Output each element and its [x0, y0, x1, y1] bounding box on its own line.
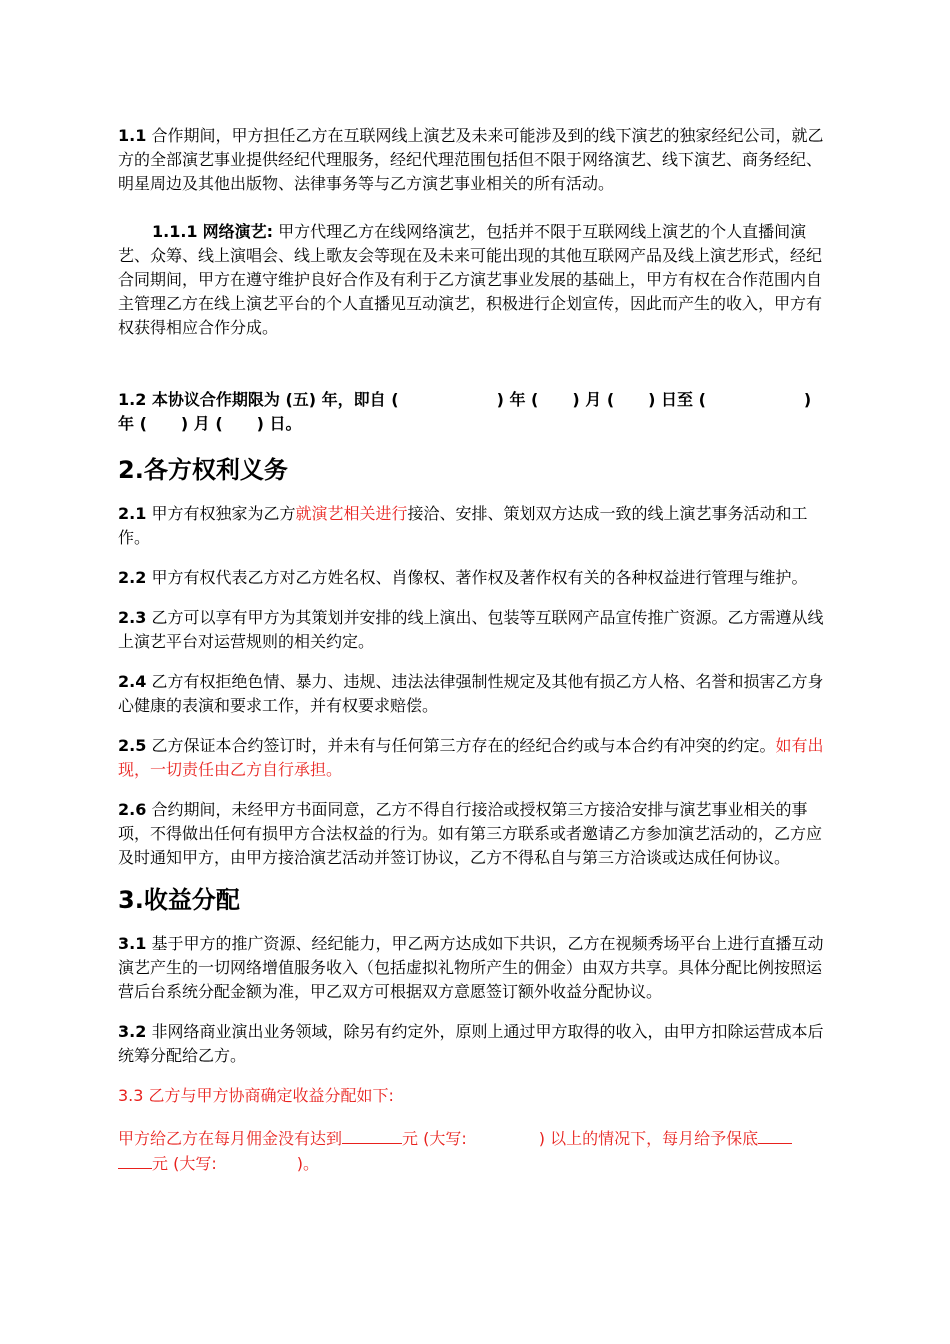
clause-number: 2.1 — [118, 504, 147, 523]
clause-text: 甲方有权代表乙方对乙方姓名权、肖像权、著作权及著作权有关的各种权益进行管理与维护。 — [151, 568, 808, 587]
clause-text: 合约期间，未经甲方书面同意，乙方不得自行接洽或授权第三方接洽安排与演艺事业相关的事项，不得做出任何有损甲方合法权益的行为。如有第三方联系或者邀请乙方参加演艺活动的，乙方应及时通知甲方，由甲方接洽演艺活动并签订协议，乙方不得私自与第三方洽谈或达成任何协议。 — [118, 800, 823, 867]
clause-text: 合作期间，甲方担任乙方在互联网线上演艺及未来可能涉及到的线下演艺的独家经纪公司，就乙方的全部演艺事业提供经纪代理服务，经纪代理范围包括但不限于网络演艺、线下演艺、商务经纪、明星周边及其他出版物、法律事务等与乙方演艺事业相关的所有活动。 — [118, 126, 824, 193]
term-text: ) 日至 ( — [648, 390, 706, 409]
clause-2-4 — [118, 670, 836, 718]
clause-title: 网络演艺: — [202, 222, 274, 241]
clause-2-5 — [118, 734, 836, 782]
clause-3-2 — [118, 1020, 836, 1068]
clause-number: 2.2 — [118, 568, 147, 587]
clause-number: 2.3 — [118, 608, 147, 627]
clause-2-3 — [118, 606, 836, 654]
clause-number: 2.4 — [118, 672, 147, 691]
term-text: ) 月 ( — [572, 390, 615, 409]
clause-text: 甲方有权独家为乙方 — [151, 504, 296, 523]
clause-text: 基于甲方的推广资源、经纪能力，甲乙两方达成如下共识，乙方在视频秀场平台上进行直播互动演艺产生的一切网络增值服务收入（包括虚拟礼物所产生的佣金）由双方共享。具体分配比例按照运营后台系统分配金额为准，甲乙双方可根据双方意愿签订额外收益分配协议。 — [118, 934, 824, 1001]
clause-number: 3.2 — [118, 1022, 147, 1041]
clause-2-6 — [118, 798, 836, 870]
clause-2-2 — [118, 566, 836, 590]
term-text: ) 年 ( — [496, 390, 539, 409]
clause-text: 乙方可以享有甲方为其策划并安排的线上演出、包装等互联网产品宣传推广资源。乙方需遵从线上演艺平台对运营规则的相关约定。 — [118, 608, 824, 651]
detail-text: 甲方给乙方在每月佣金没有达到 — [118, 1129, 343, 1148]
clause-number: 1.1 — [118, 126, 147, 145]
detail-text: )。 — [296, 1154, 319, 1173]
amount-blank — [118, 1151, 152, 1169]
detail-text: 元 (大写: — [152, 1154, 217, 1173]
clause-number: 2.5 — [118, 736, 147, 755]
term-text: 年 ( — [118, 414, 147, 433]
clause-text: 接洽、安排、策划双方达成一致的线上演艺事务活动和工作。 — [118, 504, 808, 547]
clause-3-1 — [118, 932, 836, 1004]
clause-1-1 — [118, 124, 836, 196]
clause-text-highlight: 就演艺相关进行 — [295, 504, 408, 523]
clause-1-1-1 — [118, 220, 836, 340]
term-text: ) — [803, 390, 812, 409]
clause-1-2 — [118, 388, 836, 436]
clause-text: 非网络商业演出业务领域，除另有约定外，原则上通过甲方取得的收入，由甲方扣除运营成本后统筹分配给乙方。 — [118, 1022, 824, 1065]
clause-text: 乙方保证本合约签订时，并未有与任何第三方存在的经纪合约或与本合约有冲突的约定。 — [151, 736, 776, 755]
clause-text: 乙方有权拒绝色情、暴力、违规、违法法律强制性规定及其他有损乙方人格、名誉和损害乙方身心健康的表演和要求工作，并有权要求赔偿。 — [118, 672, 824, 715]
clause-text: 甲方代理乙方在线网络演艺，包括并不限于互联网线上演艺的个人直播间演艺、众筹、线上演唱会、线上歌友会等现在及未来可能出现的其他互联网产品及线上演艺形式，经纪合同期间，甲方在遵守维护良好合作及有利于乙方演艺事业发展的基础上，甲方有权在合作范围内自主管理乙方在线上演艺平台的个人直播见互动演艺，积极进行企划宣传，因此而产生的收入，甲方有权获得相应合作分成。 — [118, 222, 823, 337]
amount-blank — [758, 1126, 792, 1144]
detail-text: 元 (大写: — [402, 1129, 467, 1148]
detail-text: ) 以上的情况下，每月给予保底 — [538, 1129, 759, 1148]
clause-3-3: 3.3 乙方与甲方协商确定收益分配如下: — [118, 1086, 394, 1105]
clause-2-1 — [118, 502, 836, 550]
contract-body — [118, 124, 836, 1176]
section-heading-2: 2.各方权利义务 — [118, 456, 288, 484]
term-text: 1.2 本协议合作期限为 (五) 年，即自 ( — [118, 390, 399, 409]
clause-number: 1.1.1 — [152, 222, 198, 241]
term-text: ) 日。 — [256, 414, 302, 433]
amount-blank — [342, 1126, 402, 1144]
section-heading-3: 3.收益分配 — [118, 886, 240, 914]
clause-text-highlight: 如有出现，一切责任由乙方自行承担。 — [118, 736, 824, 779]
term-text: ) 月 ( — [180, 414, 223, 433]
clause-number: 2.6 — [118, 800, 147, 819]
clause-number: 3.1 — [118, 934, 147, 953]
clause-3-3-detail — [118, 1126, 836, 1176]
